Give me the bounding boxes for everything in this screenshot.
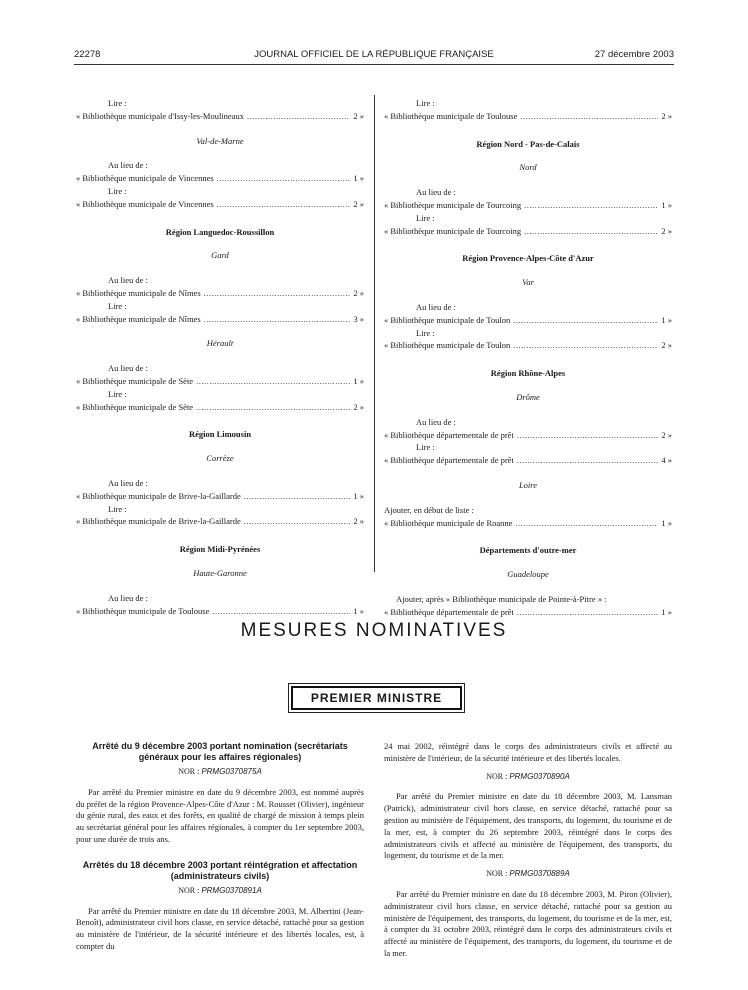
- region-heading: Région Languedoc-Roussillon: [165, 226, 275, 237]
- arrete-paragraph: Par arrêté du Premier ministre en date du 18 décembre 2003, M. Lansman (Patrick), administrateur civil hors classe, en service détaché, rattaché pour sa gestion au ministère de l'équipement, des transports, du logement, du tourisme et de la mer, est, à compter du 26 septembre 2003, réintégré dans le corps des administrateurs civils et affecté au ministère de l'équipement, des transports, du logement, du tourisme et de la mer.: [384, 791, 672, 861]
- arrete-paragraph: Par arrêté du Premier ministre en date du 18 décembre 2003, M. Albertini (Jean-Benoît), administrateur civil hors classe, en service détaché, rattaché pour sa gestion au ministère de l'intérieur, de la sécurité intérieure et des libertés locales, est, à compter du: [76, 905, 364, 951]
- arrete-paragraph: Par arrêté du Premier ministre en date du 9 décembre 2003, est nommé auprès du préfet de la région Provence-Alpes-Côte d'Azur : M. Rousset (Olivier), ingénieur du génie rural, des eaux et des forêts, en qualité de chargé de mission à temps plein au secrétariat général pour les affaires régionales, à compter du 1er septembre 2003, pour une durée de trois ans.: [76, 786, 364, 844]
- department-heading: Gard: [211, 250, 229, 261]
- arrete-paragraph: 24 mai 2002, réintégré dans le corps des administrateurs civils et affecté au ministère de l'intérieur, de la sécurité intérieure et des libertés locales.: [384, 741, 672, 763]
- lire-label: Lire :: [108, 185, 127, 196]
- lire-label: Lire :: [416, 98, 435, 108]
- list-entry: « Bibliothèque départementale de prêt ..... 2 »: [384, 429, 672, 442]
- list-entry: « Bibliothèque municipale de Nîmes ..... 3 »: [76, 313, 364, 326]
- region-heading: Région Rhône-Alpes: [490, 368, 566, 379]
- department-heading: Hérault: [206, 338, 234, 349]
- right-column: [384, 97, 672, 619]
- list-entry: « Bibliothèque municipale de Sète ..... 2 »: [76, 401, 364, 414]
- arrete-title: Arrêtés du 18 décembre 2003 portant réintégration et affectation (administrateurs civils): [82, 859, 358, 881]
- arrete-paragraph: Par arrêté du Premier ministre en date du 18 décembre 2003, M. Piron (Olivier), administrateur civil hors classe, en service détaché, rattaché pour sa gestion au ministère de l'équipement, des transports, du logement, du tourisme et de la mer, est, à compter du 31 octobre 2003, réintégré dans le corps des administrateurs civils et affecté au ministère de l'équipement, des transports, du logement, du tourisme et de la mer.: [384, 888, 672, 958]
- au-lieu-label: Au lieu de :: [108, 477, 148, 488]
- list-entry: « Bibliothèque municipale de Toulon ..... 1 »: [384, 314, 672, 327]
- lire-label: Lire :: [416, 442, 435, 453]
- journal-title: JOURNAL OFFICIEL DE LA RÉPUBLIQUE FRANÇAISE: [254, 49, 494, 60]
- au-lieu-label: Au lieu de :: [416, 416, 456, 427]
- list-entry: « Bibliothèque municipale de Roanne ..... 1 »: [384, 517, 672, 530]
- region-heading: Région Provence-Alpes-Côte d'Azur: [462, 253, 594, 264]
- list-entry: « Bibliothèque municipale de Toulouse ..... 1 »: [76, 605, 364, 618]
- region-heading: Départements d'outre-mer: [479, 545, 577, 556]
- list-entry: « Bibliothèque municipale de Toulon ..... 2 »: [384, 339, 672, 352]
- page-header: [74, 49, 674, 63]
- left-column: [76, 97, 364, 617]
- list-entry: « Bibliothèque municipale de Nîmes ..... 2 »: [76, 287, 364, 300]
- column-divider: [374, 95, 375, 572]
- lire-label: Lire :: [108, 300, 127, 311]
- nor-reference: NOR : PRMG0370875A: [178, 767, 262, 776]
- section-title: MESURES NOMINATIVES: [240, 620, 508, 641]
- lire-label: Lire :: [416, 327, 435, 338]
- lire-label: Lire :: [108, 503, 127, 514]
- au-lieu-label: Au lieu de :: [108, 363, 148, 374]
- list-entry: « Bibliothèque municipale de Vincennes ..... 2 »: [76, 198, 364, 211]
- au-lieu-label: Au lieu de :: [108, 592, 148, 603]
- header-rule: [74, 64, 674, 65]
- arrete-title: Arrêté du 9 décembre 2003 portant nomination (secrétariats généraux pour les affaires régionales): [92, 741, 348, 762]
- bottom-left-column: [76, 741, 364, 953]
- nor-reference: NOR : PRMG0370890A: [486, 771, 570, 781]
- department-heading: Nord: [519, 162, 537, 173]
- department-heading: Drôme: [516, 391, 540, 402]
- au-lieu-label: Au lieu de :: [416, 301, 456, 312]
- ajouter-label: Ajouter, après « Bibliothèque municipale de Pointe-à-Pitre » :: [396, 593, 607, 604]
- ajouter-label: Ajouter, en début de liste :: [384, 504, 474, 515]
- department-heading: Corrèze: [206, 453, 234, 464]
- bottom-right-column: [384, 741, 672, 960]
- list-entry: « Bibliothèque municipale de Brive-la-Gaillarde ..... 2 »: [76, 515, 364, 528]
- region-heading: Région Midi-Pyrénées: [179, 544, 261, 555]
- department-heading: Var: [522, 277, 534, 288]
- lire-label: Lire :: [416, 212, 435, 223]
- list-entry: « Bibliothèque municipale de Toulouse ..... 2 »: [384, 110, 672, 123]
- department-heading: Val-de-Marne: [196, 135, 244, 146]
- department-heading: Loire: [518, 479, 538, 490]
- page-number: 22278: [74, 49, 101, 60]
- nor-reference: NOR : PRMG0370891A: [178, 885, 262, 895]
- au-lieu-label: Au lieu de :: [108, 160, 148, 171]
- list-entry: « Bibliothèque municipale de Sète ..... 1 »: [76, 375, 364, 388]
- ministry-box: PREMIER MINISTRE: [291, 686, 462, 710]
- nor-reference: NOR : PRMG0370889A: [486, 869, 570, 879]
- list-entry: « Bibliothèque municipale de Tourcoing ..... 2 »: [384, 225, 672, 238]
- department-heading: Guadeloupe: [507, 569, 549, 580]
- list-entry: « Bibliothèque municipale de Tourcoing ..... 1 »: [384, 199, 672, 212]
- lire-label: Lire :: [108, 98, 127, 108]
- list-entry: « Bibliothèque départementale de prêt ..... 4 »: [384, 454, 672, 467]
- issue-date: 27 décembre 2003: [594, 49, 674, 60]
- region-heading: Région Limousin: [188, 429, 252, 440]
- au-lieu-label: Au lieu de :: [108, 275, 148, 286]
- list-entry: « Bibliothèque municipale de Brive-la-Gaillarde ..... 1 »: [76, 490, 364, 503]
- list-entry: « Bibliothèque municipale de Vincennes ..... 1 »: [76, 172, 364, 185]
- list-entry: « Bibliothèque départementale de prêt ..... 1 »: [384, 606, 672, 619]
- au-lieu-label: Au lieu de :: [416, 187, 456, 198]
- list-entry: « Bibliothèque municipale d'Issy-les-Moulineaux ..... 2 »: [76, 110, 364, 123]
- department-heading: Haute-Garonne: [193, 567, 247, 578]
- lire-label: Lire :: [108, 388, 127, 399]
- region-heading: Région Nord - Pas-de-Calais: [476, 138, 580, 149]
